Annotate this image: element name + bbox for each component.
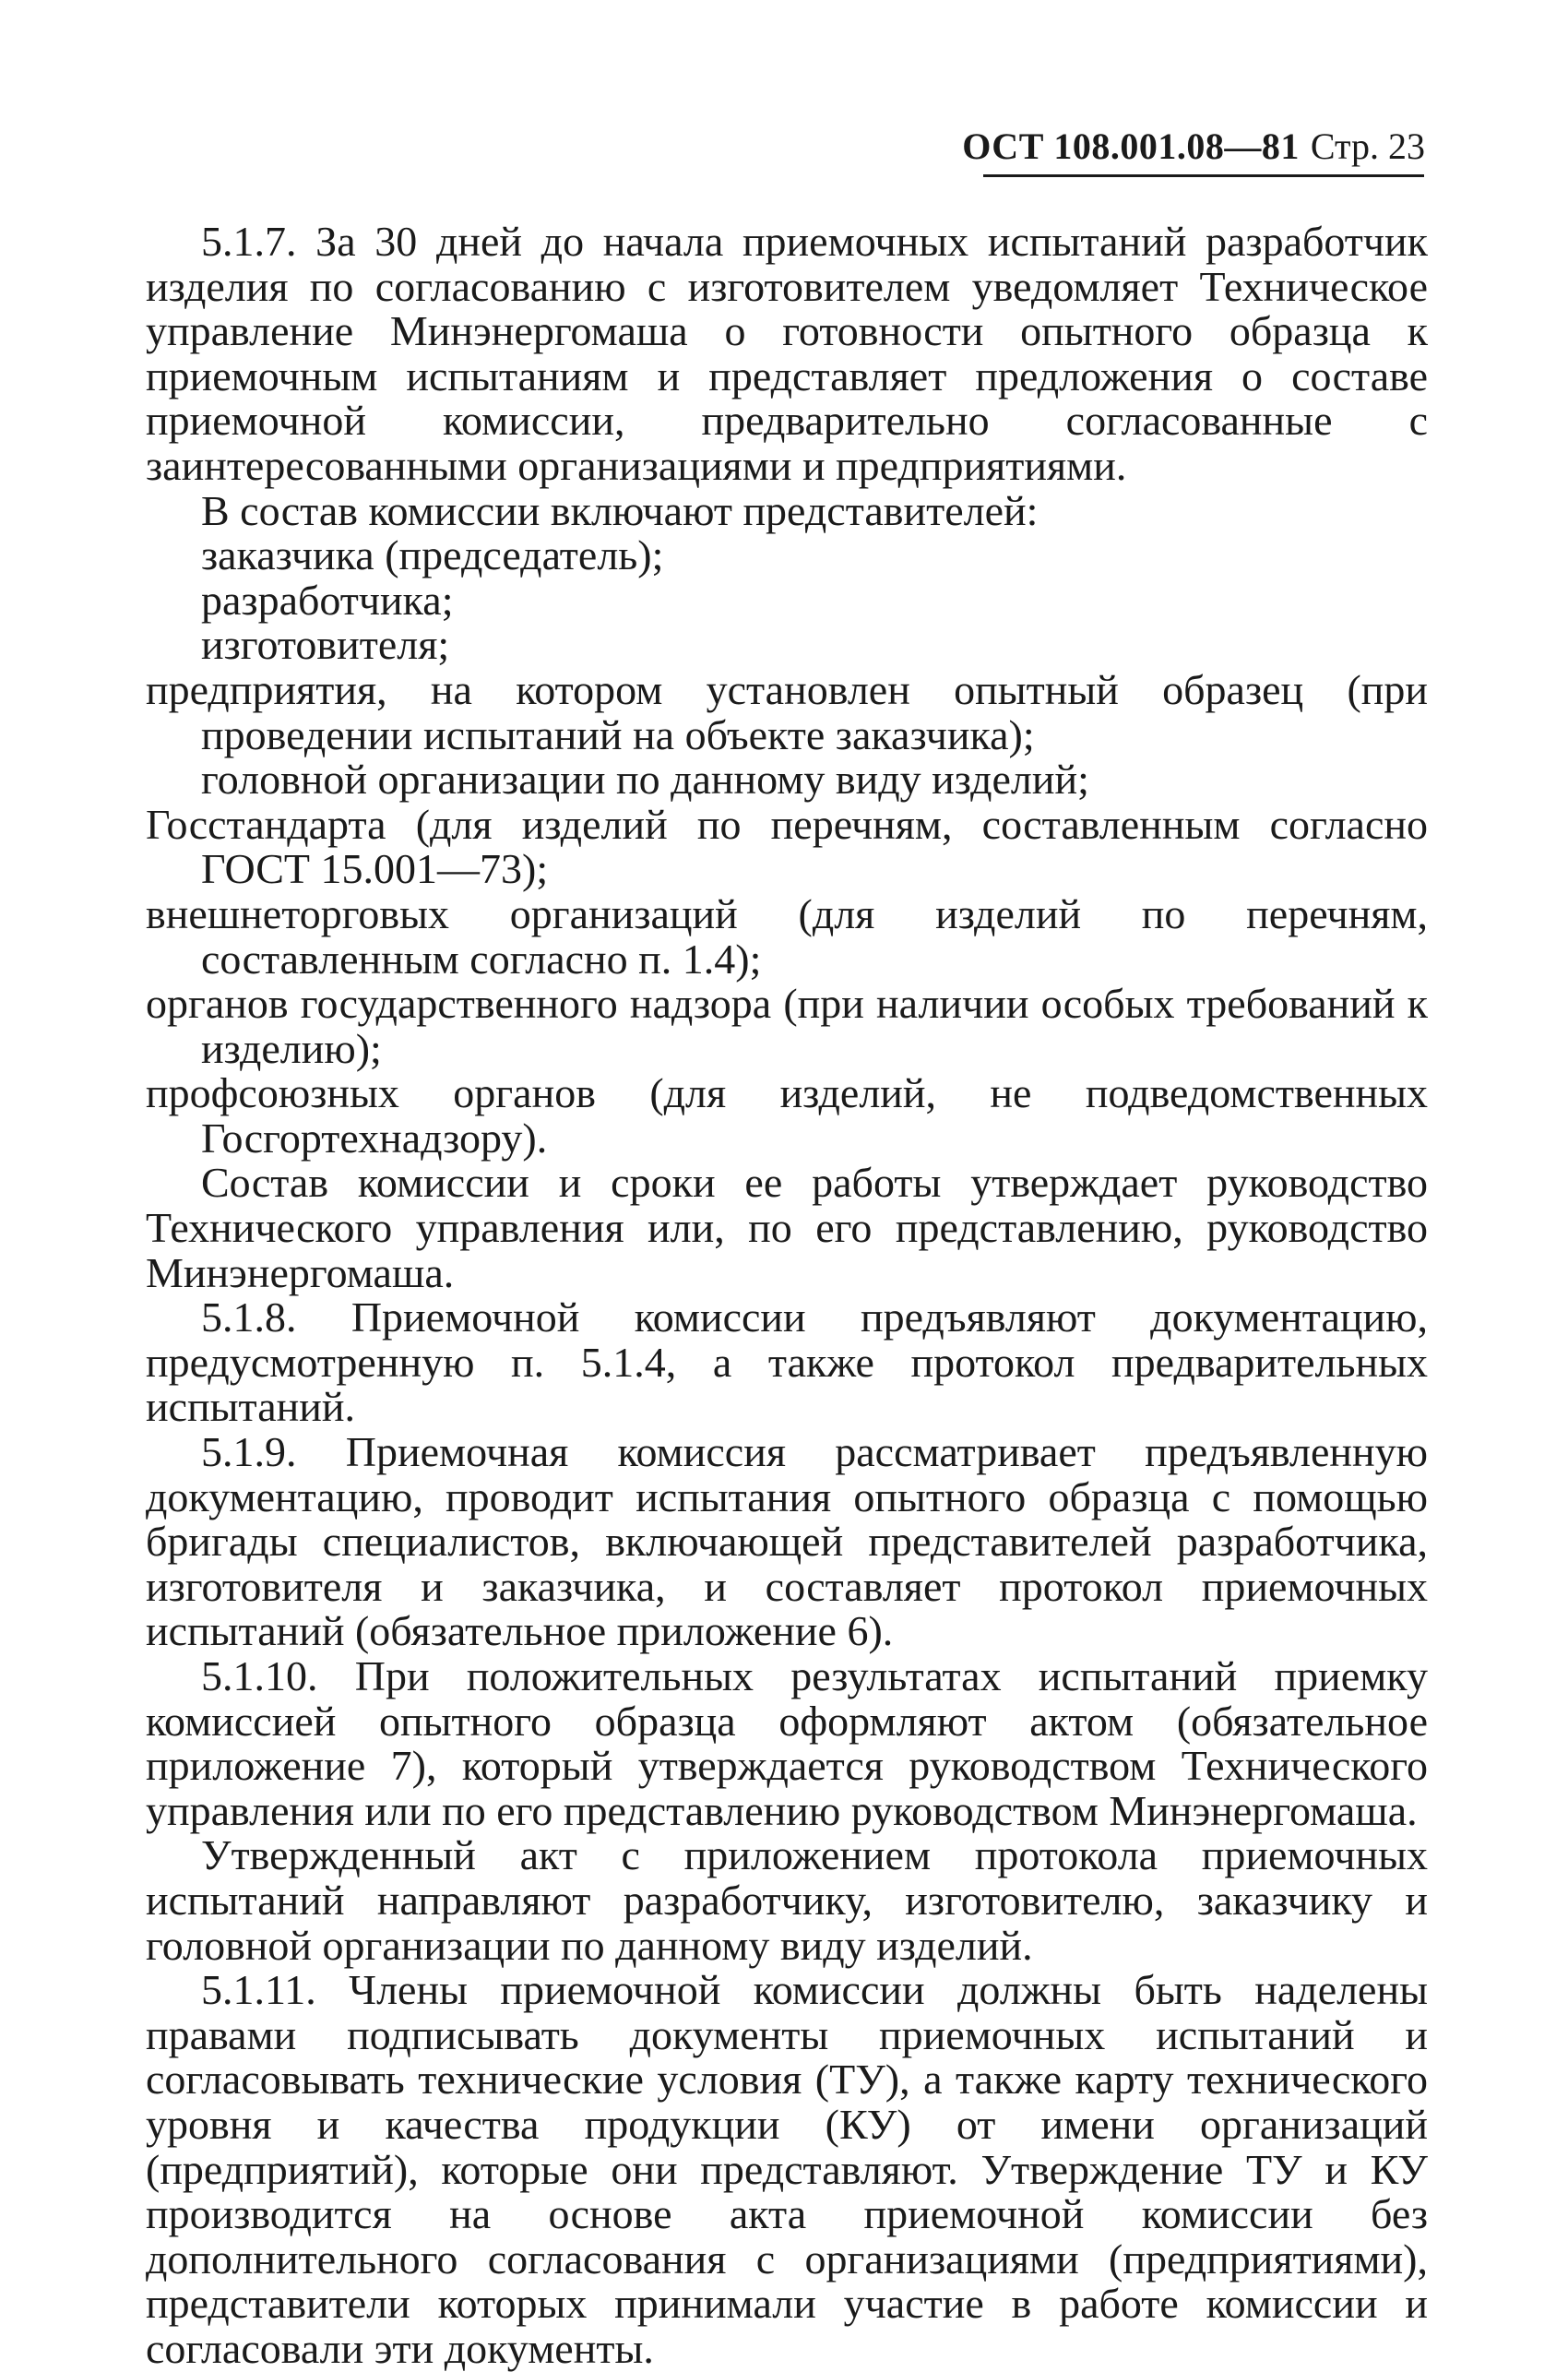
list-item: профсоюзных органов (для изделий, не подведомственных Госгортехнадзору). xyxy=(146,1069,1428,1162)
list-item: головной организации по данному виду изделий; xyxy=(201,756,1089,804)
paragraph-5-1-11: 5.1.11. Члены приемочной комиссии должны быть наделены правами подписывать документы приемочных испытаний и согласовывать технические условия (ТУ), а также карту технического уровня и качества продукции (КУ) от имени организаций (предприятий), которые они представляют. Утверждение ТУ и КУ производится на основе акта приемочной комиссии без дополнительного согласования с организациями (предприятиями), представители которых принимали участие в работе комиссии и согласовали эти документы. xyxy=(146,1966,1428,2372)
page-number: Стр. 23 xyxy=(1310,125,1425,167)
paragraph-approved-act: Утвержденный акт с приложением протокола приемочных испытаний направляют разработчику, изготовителю, заказчику и головной организации по данному виду изделий. xyxy=(146,1831,1428,1969)
list-item: внешнеторговых организаций (для изделий по перечням, составленным согласно п. 1.4); xyxy=(146,889,1428,983)
list-item: предприятия, на котором установлен опытный образец (при проведении испытаний на объекте заказчика); xyxy=(146,665,1428,758)
paragraph-5-1-10: 5.1.10. При положительных результатах испытаний приемку комиссией опытного образца оформляют актом (обязательное приложение 7), который утверждается руководством Технического управления или по его представлению руководством Минэнергомаша. xyxy=(146,1652,1428,1834)
header-underline xyxy=(983,174,1424,177)
list-item: разработчика; xyxy=(201,576,454,624)
standard-code: ОСТ 108.001.08—81 xyxy=(962,125,1300,167)
paragraph-5-1-7: 5.1.7. За 30 дней до начала приемочных испытаний разработчик изделия по согласованию с изготовителем уведомляет Техническое управление Минэнергомаша о готовности опытного образца к приемочным испытаниям и представляет предложения о составе приемочной комиссии, предварительно согласованные с заинтересованными организациями и предприятиями. xyxy=(146,218,1428,489)
document-body xyxy=(146,220,1428,2372)
list-item: Госстандарта (для изделий по перечням, составленным согласно ГОСТ 15.001—73); xyxy=(146,800,1428,893)
list-item: заказчика (председатель); xyxy=(201,531,664,579)
commission-members-list xyxy=(146,533,1428,1161)
paragraph-commission-approval: Состав комиссии и сроки ее работы утверждает руководство Технического управления или, по его представлению, руководство Минэнергомаша. xyxy=(146,1159,1428,1296)
page-header xyxy=(922,125,1425,169)
paragraph-5-1-8: 5.1.8. Приемочной комиссии предъявляют документацию, предусмотренную п. 5.1.4, а также протокол предварительных испытаний. xyxy=(146,1293,1428,1431)
commission-composition-intro: В состав комиссии включают представителей: xyxy=(201,486,1039,534)
list-item: органов государственного надзора (при наличии особых требований к изделию); xyxy=(146,980,1428,1072)
list-item: изготовителя; xyxy=(201,621,450,669)
paragraph-5-1-9: 5.1.9. Приемочная комиссия рассматривает предъявленную документацию, проводит испытания опытного образца с помощью бригады специалистов, включающей представителей разработчика, изготовителя и заказчика, и составляет протокол приемочных испытаний (обязательное приложение 6). xyxy=(146,1428,1428,1655)
